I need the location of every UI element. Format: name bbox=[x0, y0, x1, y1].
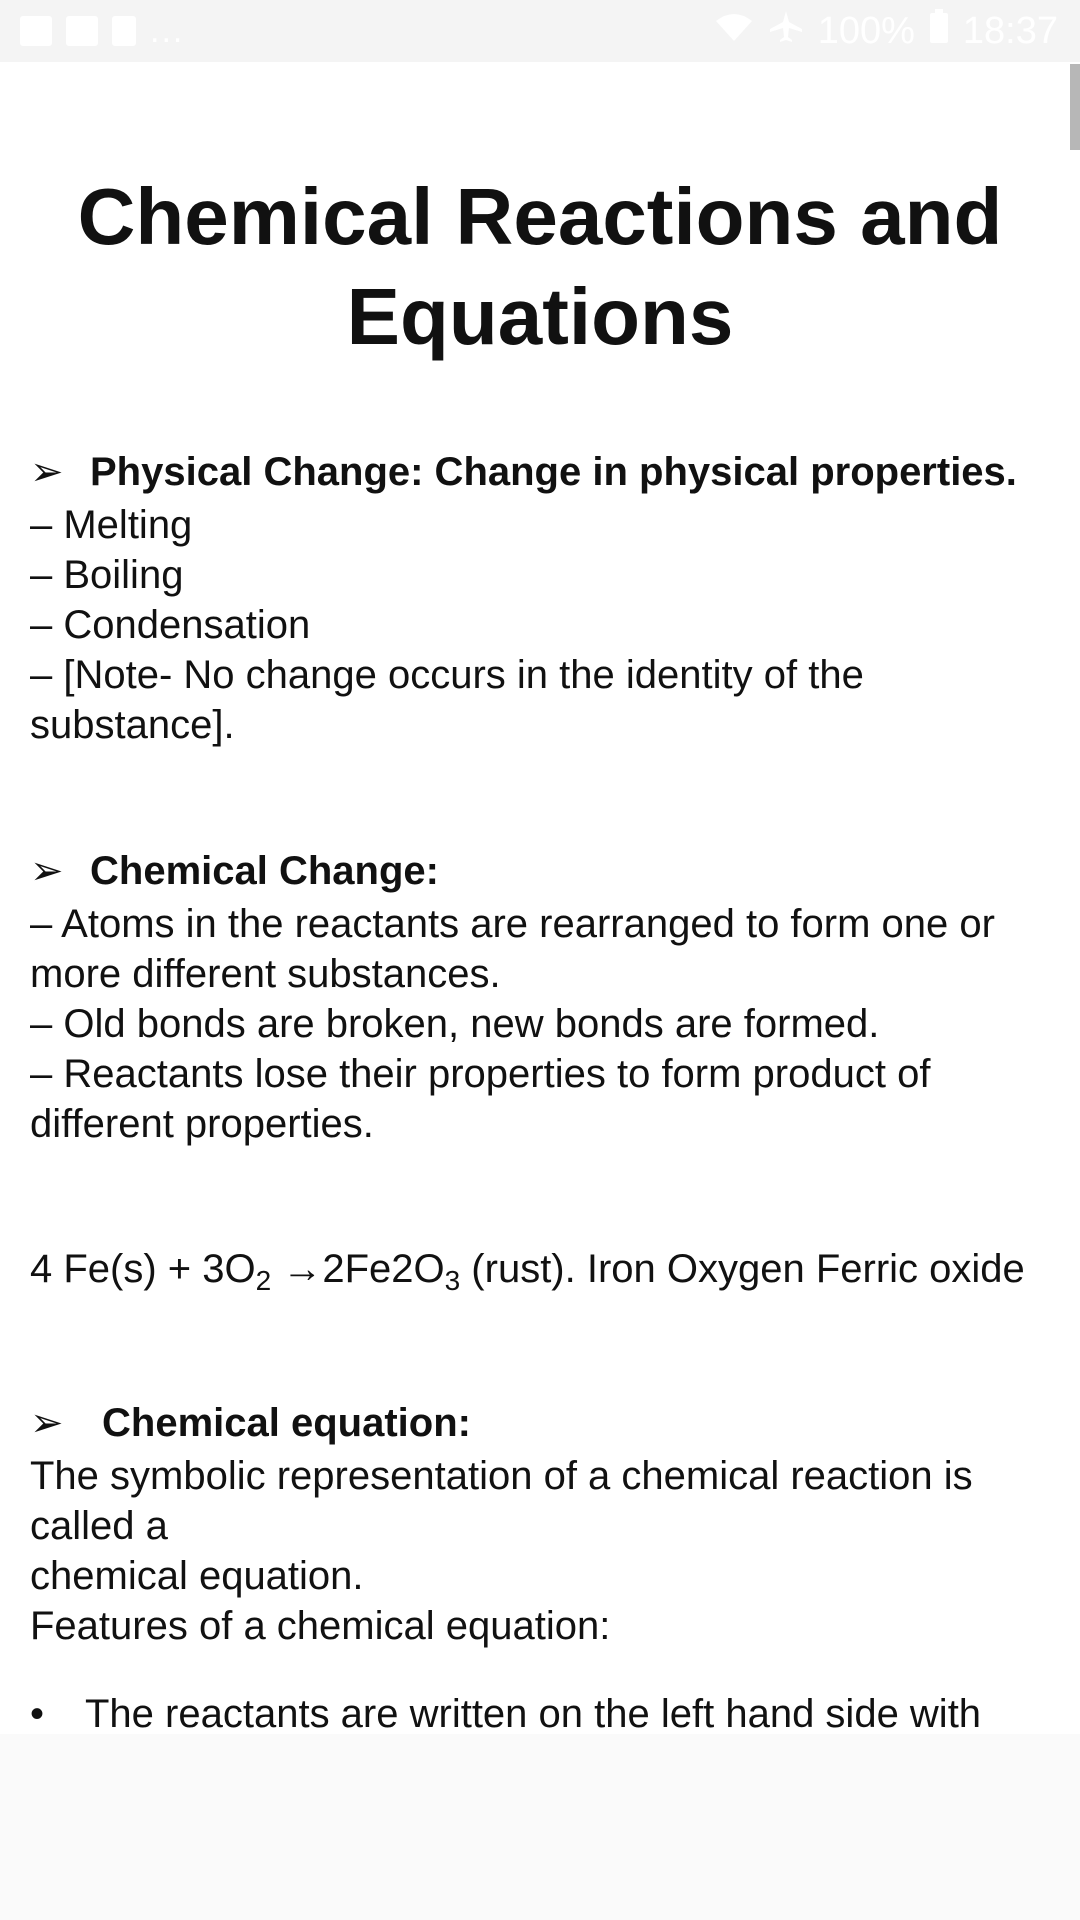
flipboard-icon bbox=[66, 16, 98, 46]
text-line: different properties. bbox=[30, 1102, 374, 1146]
list-item bbox=[30, 1689, 1060, 1734]
facebook-icon bbox=[112, 16, 136, 46]
status-bar-notifications bbox=[20, 12, 184, 51]
text-line: called a bbox=[30, 1504, 168, 1548]
equation-part: (rust). Iron Oxygen Ferric oxide bbox=[460, 1247, 1025, 1291]
text-line: more different substances. bbox=[30, 952, 501, 996]
clock: 18:37 bbox=[962, 9, 1058, 52]
text-line: – Melting bbox=[30, 503, 193, 547]
text-line: Features of a chemical equation: bbox=[30, 1604, 611, 1648]
status-bar bbox=[0, 0, 1080, 62]
bullet-icon: • bbox=[30, 1692, 45, 1734]
chemical-equation-section bbox=[30, 1396, 1060, 1734]
battery-percentage: 100% bbox=[817, 9, 915, 52]
equation-part: →2Fe2O bbox=[271, 1247, 445, 1291]
arrow-bullet-icon: ➢ bbox=[30, 450, 64, 494]
text-line: – Old bonds are broken, new bonds are formed. bbox=[30, 1002, 880, 1046]
chemical-equation-heading bbox=[30, 1396, 1060, 1451]
physical-change-heading-text: Physical Change: Change in physical properties. bbox=[90, 450, 1017, 494]
arrow-bullet-icon: ➢ bbox=[30, 849, 64, 893]
more-notifications-indicator: ... bbox=[150, 11, 185, 50]
article-view[interactable] bbox=[0, 62, 1080, 1734]
status-bar-system bbox=[714, 9, 1058, 53]
list-item-text: The reactants are written on the left hand side with bbox=[85, 1692, 982, 1734]
text-line: – Atoms in the reactants are rearranged to form one or bbox=[30, 902, 995, 946]
wifi-icon bbox=[714, 10, 754, 53]
physical-change-section bbox=[30, 445, 1060, 750]
page-title: Chemical Reactions and Equations bbox=[77, 172, 1003, 361]
equation-subscript: 2 bbox=[255, 1265, 272, 1296]
chemical-equation-heading-text: Chemical equation: bbox=[102, 1401, 471, 1445]
chemical-change-heading bbox=[30, 844, 1060, 899]
bottom-blank-area bbox=[0, 1734, 1080, 1920]
scrollbar[interactable] bbox=[1070, 64, 1080, 150]
airplane-mode-icon bbox=[768, 9, 804, 53]
arrow-bullet-icon: ➢ bbox=[30, 1401, 64, 1445]
text-line: The symbolic representation of a chemical reaction is bbox=[30, 1454, 973, 1498]
text-line: – [Note- No change occurs in the identity of the bbox=[30, 653, 864, 697]
text-line: – Condensation bbox=[30, 603, 311, 647]
chemical-change-heading-text: Chemical Change: bbox=[90, 849, 439, 893]
equation-part: 4 Fe(s) + 3O bbox=[30, 1247, 256, 1291]
equation-subscript: 3 bbox=[444, 1265, 461, 1296]
chemical-change-section bbox=[30, 844, 1060, 1149]
physical-change-heading bbox=[30, 445, 1060, 500]
battery-icon bbox=[929, 9, 949, 53]
text-line: – Reactants lose their properties to form product of bbox=[30, 1052, 931, 1096]
text-line: – Boiling bbox=[30, 553, 184, 597]
rust-equation bbox=[30, 1244, 1060, 1294]
text-line: chemical equation. bbox=[30, 1554, 364, 1598]
gallery-icon bbox=[20, 16, 52, 46]
text-line: substance]. bbox=[30, 703, 235, 747]
